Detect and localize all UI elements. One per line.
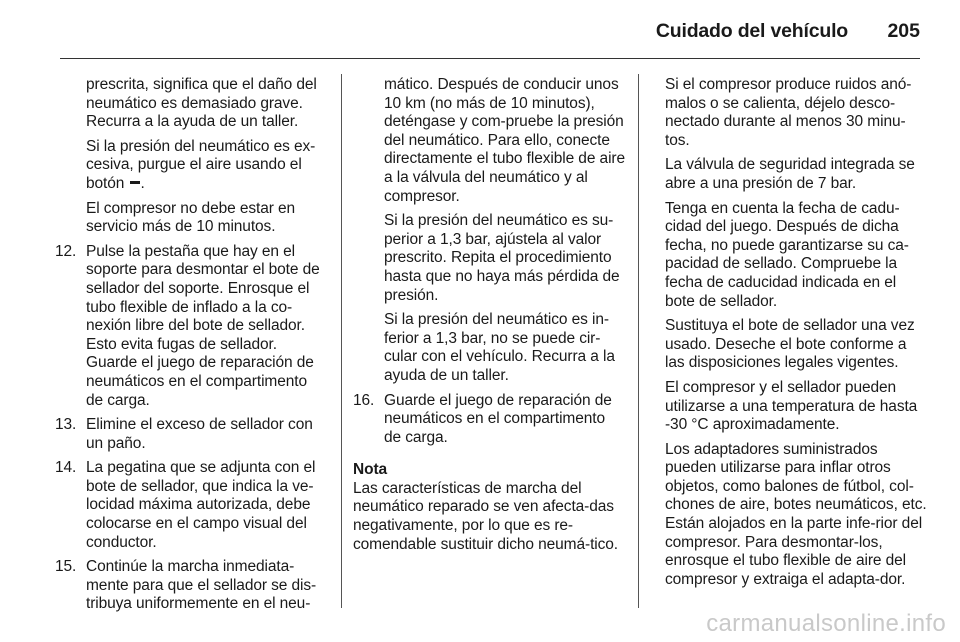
- paragraph: prescrita, significa que el daño del neumático es demasiado grave. Recurra a la ayuda de un taller.: [86, 76, 317, 131]
- column-divider: [341, 74, 342, 608]
- paragraph: Si la presión del neumático es su-perior a 1,3 bar, ajústela al valor prescrito. Repita el procedimiento hasta que no haya más pérdida de presión.: [384, 212, 620, 304]
- list-item: [55, 243, 327, 410]
- note-text: Las características de marcha del neumático reparado se ven afecta-das negativamente, por lo que es re-comendable sustituir dicho neumá-tico.: [353, 479, 619, 553]
- list-item: [55, 558, 327, 614]
- chapter-title: Cuidado del vehículo: [655, 20, 848, 42]
- header-rule: [60, 58, 920, 59]
- text-column-1: [55, 76, 327, 620]
- list-number: 14.: [55, 459, 77, 477]
- paragraph: Si la presión del neumático es in-ferior a 1,3 bar, no se puede cir-cular con el vehículo. Recurra a la ayuda de un taller.: [384, 311, 615, 384]
- paragraph-text: .: [140, 174, 145, 192]
- list-item: [353, 392, 625, 448]
- list-text: La pegatina que se adjunta con el bote de sellador, que indica la ve-locidad máxima autorizada, debe colocarse en el campo visual del conductor.: [86, 459, 316, 551]
- text-column-3: [665, 76, 927, 595]
- paragraph: El compresor y el sellador pueden utilizarse a una temperatura de hasta -30 °C aproximadamente.: [665, 378, 918, 434]
- page-header: [0, 0, 960, 60]
- list-text: Guarde el juego de reparación de neumáticos en el compartimento de carga.: [384, 391, 612, 446]
- paragraph: Si el compresor produce ruidos anó-malos o se calienta, déjelo desco-nectado durante al menos 30 minu-tos.: [665, 76, 912, 149]
- list-number: 12.: [55, 242, 77, 260]
- paragraph: Los adaptadores suministrados pueden utilizarse para inflar otros objetos, como balones de fútbol, col-chones de aire, botes neumáticos, etc. Están alojados en la parte infe-rior del compresor. Para desmontar-los, enrosque el tubo flexible de aire del compresor y extraiga el adapta-dor.: [665, 440, 927, 588]
- list-text: Elimine el exceso de sellador con un paño.: [86, 416, 313, 452]
- list-number: 15.: [55, 558, 77, 576]
- paragraph: [55, 138, 327, 194]
- paragraph: La válvula de seguridad integrada se abre a una presión de 7 bar.: [665, 156, 915, 192]
- list-text: Pulse la pestaña que hay en el soporte para desmontar el bote de sellador del soporte. Enrosque el tubo flexible de inflado a la co-nexión libre del bote de sellador. Esto evita fugas de sellador. Guarde el juego de reparación de neumáticos en el compartimento de carga.: [86, 242, 320, 409]
- column-divider: [638, 74, 639, 608]
- paragraph: El compresor no debe estar en servicio más de 10 minutos.: [86, 199, 296, 236]
- list-number: 16.: [353, 391, 375, 409]
- watermark: carmanualsonline.info: [706, 610, 946, 637]
- page-number: 205: [887, 20, 920, 42]
- list-text: Continúe la marcha inmediata-mente para que el sellador se dis-tribuya uniformemente en el neu-: [86, 558, 317, 613]
- minus-button-icon: [130, 181, 140, 184]
- list-item: [55, 416, 327, 453]
- paragraph: Tenga en cuenta la fecha de cadu-cidad del juego. Después de dicha fecha, no puede garantizarse su ca-pacidad de sellado. Compruebe la fecha de caducidad indicada en el bote de sellador.: [665, 199, 909, 310]
- list-number: 13.: [55, 416, 77, 434]
- paragraph-text: Si la presión del neumático es ex-cesiva, purgue el aire usando el botón: [86, 137, 316, 192]
- text-column-2: [353, 76, 625, 560]
- note-title: Nota: [353, 461, 388, 479]
- paragraph: Sustituya el bote de sellador una vez usado. Deseche el bote conforme a las disposiciones legales vigentes.: [665, 317, 915, 372]
- paragraph: mático. Después de conducir unos 10 km (no más de 10 minutos), deténgase y com-pruebe la presión del neumático. Para ello, conecte directamente el tubo flexible de aire a la válvula del neumático y al compresor.: [384, 76, 626, 205]
- list-item: [55, 459, 327, 552]
